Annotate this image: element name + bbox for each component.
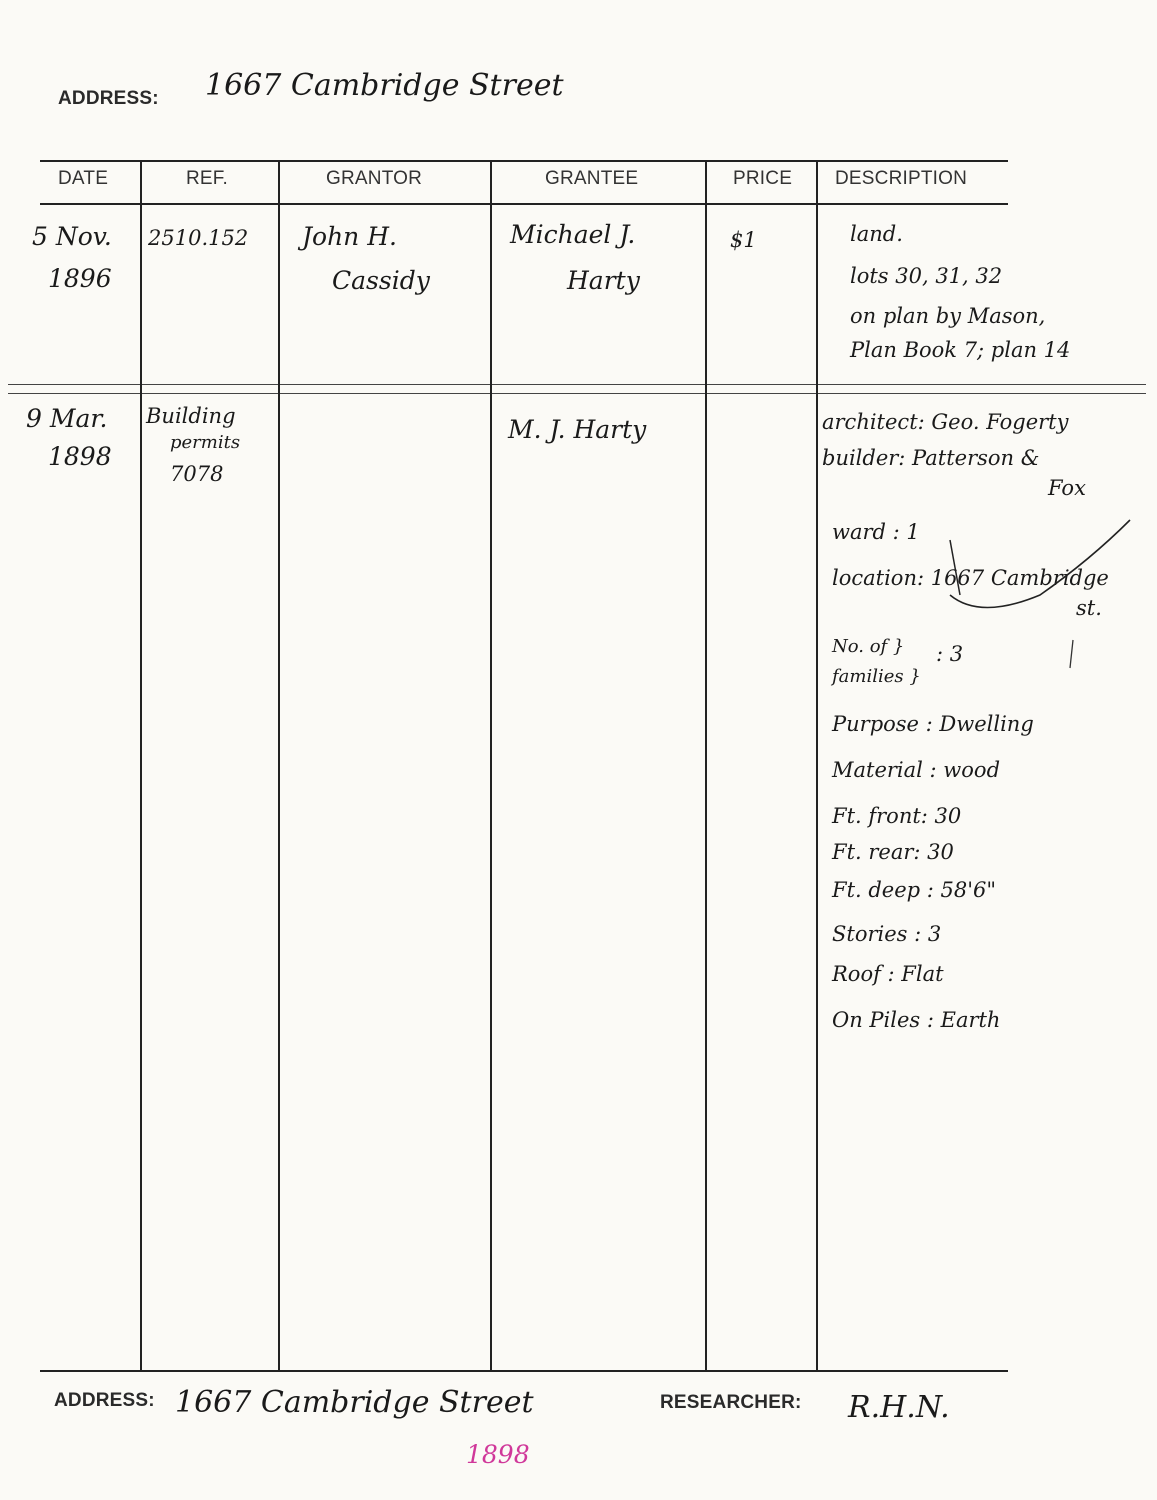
table-top-border [40, 160, 1008, 162]
row1-date-line2: 1896 [48, 264, 112, 293]
footer-address-label: ADDRESS: [54, 1390, 155, 1411]
column-header-description: DESCRIPTION [835, 168, 968, 189]
column-header-ref: REF. [186, 168, 228, 189]
row2-ref-line1: Building [146, 404, 236, 428]
row1-grantor-line1: John H. [302, 222, 397, 251]
row2-roof: Roof : Flat [832, 962, 944, 986]
row2-ft-rear: Ft. rear: 30 [832, 840, 954, 864]
row2-stories: Stories : 3 [832, 922, 942, 946]
column-header-date: DATE [58, 168, 109, 189]
column-header-price: PRICE [733, 168, 793, 189]
table-bottom-border [40, 1370, 1008, 1372]
address-value: 1667 Cambridge Street [205, 68, 564, 103]
researcher-label: RESEARCHER: [660, 1392, 802, 1413]
row2-purpose: Purpose : Dwelling [832, 712, 1034, 736]
row1-price: $1 [730, 228, 757, 252]
row2-grantee: M. J. Harty [508, 415, 647, 444]
row2-ref-line3: 7078 [170, 462, 224, 486]
column-divider-date [140, 160, 142, 1370]
row2-ward: ward : 1 [832, 520, 920, 544]
row2-builder: builder: Patterson & [822, 446, 1040, 470]
year-note: 1898 [466, 1440, 530, 1469]
row2-on-piles: On Piles : Earth [832, 1008, 1001, 1032]
row1-description-line1: land. [850, 222, 903, 246]
row2-ft-front: Ft. front: 30 [832, 804, 962, 828]
row2-families-value: : 3 [936, 642, 964, 666]
column-divider-grantee [705, 160, 707, 1370]
column-divider-grantor [490, 160, 492, 1370]
column-divider-price [816, 160, 818, 1370]
row2-families-line2: families } [832, 666, 921, 687]
header-bottom-border [40, 203, 1008, 205]
footer-address-value: 1667 Cambridge Street [175, 1385, 534, 1420]
column-header-grantee: GRANTEE [545, 168, 639, 189]
column-header-grantor: GRANTOR [326, 168, 423, 189]
row1-description-line4: Plan Book 7; plan 14 [850, 338, 1071, 362]
row1-description-line3: on plan by Mason, [850, 304, 1046, 328]
row2-families-line1: No. of } [832, 636, 905, 657]
row2-date-line1: 9 Mar. [26, 404, 108, 433]
row2-material: Material : wood [832, 758, 1001, 782]
row1-ref: 2510.152 [148, 226, 249, 250]
row2-builder-cont: Fox [1048, 476, 1086, 500]
row1-grantee-line1: Michael J. [510, 220, 636, 249]
row1-grantee-line2: Harty [567, 266, 640, 295]
row2-date-line2: 1898 [48, 442, 112, 471]
address-label: ADDRESS: [58, 88, 159, 109]
pencil-curve-mark [930, 500, 1150, 680]
row-divider [8, 384, 1146, 385]
row1-date-line1: 5 Nov. [32, 222, 112, 251]
row1-grantor-line2: Cassidy [332, 266, 430, 295]
row2-location: location: 1667 Cambridge [832, 566, 1109, 590]
row-divider-double [8, 393, 1146, 394]
researcher-value: R.H.N. [848, 1390, 950, 1425]
column-divider-ref [278, 160, 280, 1370]
row2-location-cont: st. [1076, 596, 1102, 620]
row1-description-line2: lots 30, 31, 32 [850, 264, 1003, 288]
row2-ref-line2: permits [170, 432, 241, 453]
row2-architect: architect: Geo. Fogerty [822, 410, 1069, 434]
row2-ft-deep: Ft. deep : 58'6" [832, 878, 997, 902]
